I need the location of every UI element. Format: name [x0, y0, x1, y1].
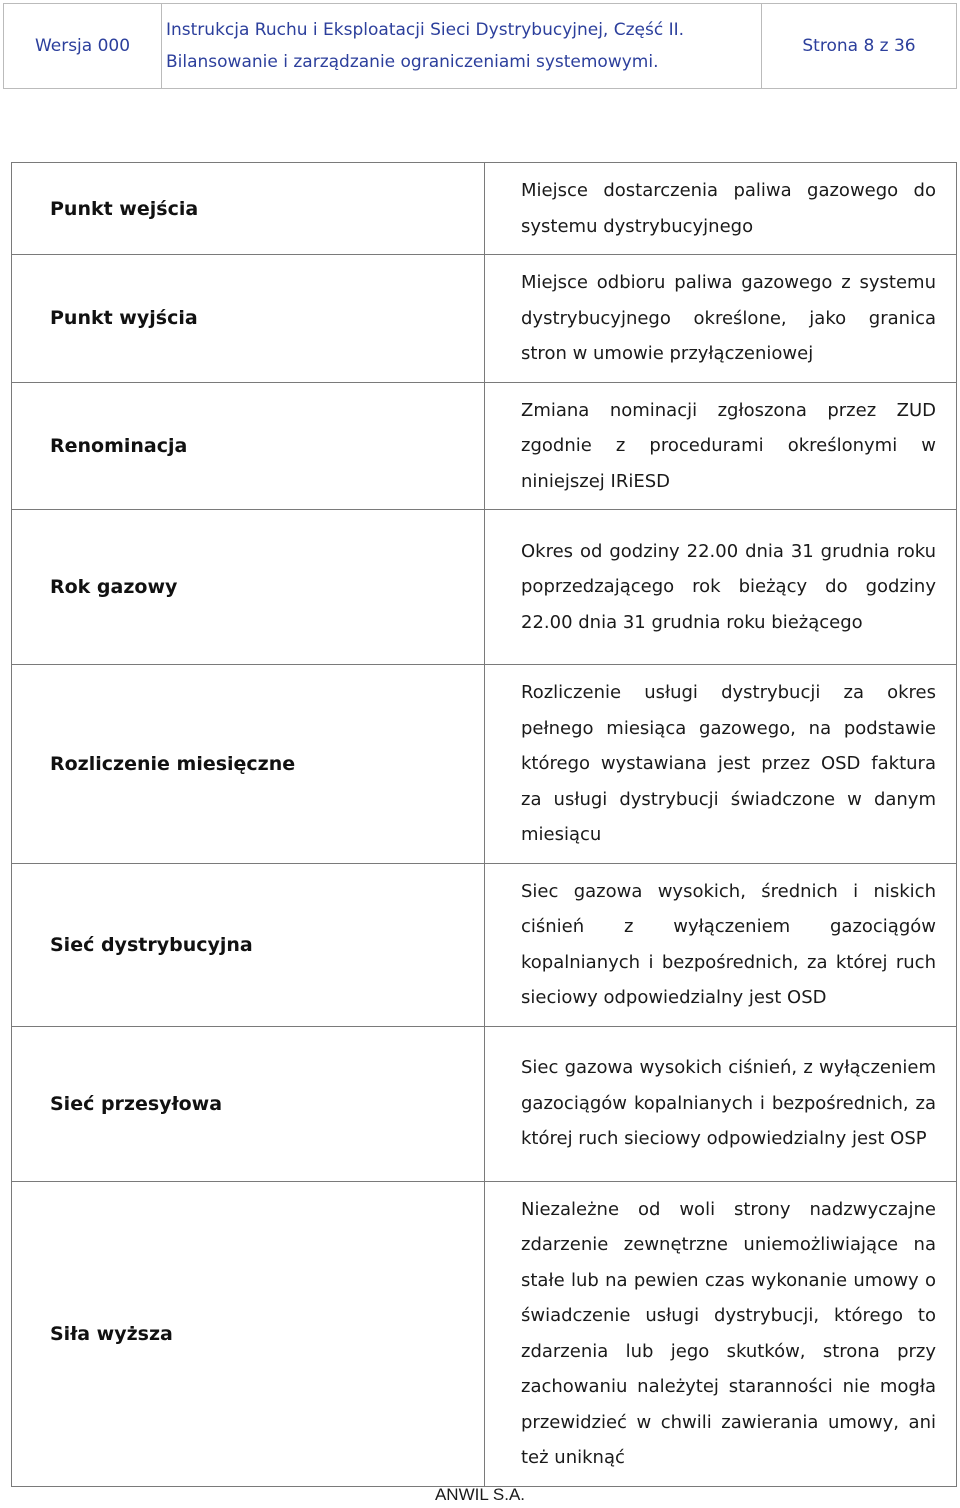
definition-term: Rozliczenie miesięczne [12, 665, 485, 864]
definition-text: Miejsce odbioru paliwa gazowego z systemu dystrybucyjnego określone, jako granica stron w umowie przyłączeniowej [485, 255, 957, 383]
definition-term: Sieć dystrybucyjna [12, 863, 485, 1026]
definition-text: Miejsce dostarczenia paliwa gazowego do systemu dystrybucyjnego [485, 163, 957, 255]
document-version: Wersja 000 [4, 4, 162, 89]
definition-text: Niezależne od woli strony nadzwyczajne zdarzenie zewnętrzne uniemożliwiające na stałe lub na pewien czas wykonanie umowy o świadczenie usługi dystrybucji, którego to zdarzenia lub jego skutków, strona przy zachowaniu należytej staranności nie mogła przewidzieć w chwili zawierania umowy, ani też uniknąć [485, 1181, 957, 1486]
definition-row [12, 255, 957, 383]
definition-row [12, 382, 957, 510]
definition-text: Siec gazowa wysokich, średnich i niskich ciśnień z wyłączeniem gazociągów kopalnianych i bezpośrednich, za której ruch sieciowy odpowiedzialny jest OSD [485, 863, 957, 1026]
page-footer: ANWIL S.A. [434, 1485, 526, 1504]
definition-text: Zmiana nominacji zgłoszona przez ZUD zgodnie z procedurami określonymi w niniejszej IRiESD [485, 382, 957, 510]
definition-text: Okres od godziny 22.00 dnia 31 grudnia roku poprzedzającego rok bieżący do godziny 22.00 dnia 31 grudnia roku bieżącego [485, 510, 957, 665]
page-header [3, 3, 957, 89]
definition-term: Siła wyższa [12, 1181, 485, 1486]
definition-term: Rok gazowy [12, 510, 485, 665]
definition-text: Rozliczenie usługi dystrybucji za okres pełnego miesiąca gazowego, na podstawie którego wystawiana jest przez OSD faktura za usługi dystrybucji świadczone w danym miesiącu [485, 665, 957, 864]
definition-row [12, 163, 957, 255]
page-number: Strona 8 z 36 [762, 4, 957, 89]
document-title [162, 4, 762, 89]
definition-row [12, 1026, 957, 1181]
definition-row [12, 1181, 957, 1486]
definition-row [12, 863, 957, 1026]
definitions-table [11, 162, 957, 1487]
document-title-line-1: Instrukcja Ruchu i Eksploatacji Sieci Dystrybucyjnej, Część II. [166, 20, 685, 40]
definition-term: Punkt wyjścia [12, 255, 485, 383]
definition-term: Sieć przesyłowa [12, 1026, 485, 1181]
definition-row [12, 665, 957, 864]
definition-term: Punkt wejścia [12, 163, 485, 255]
document-title-line-2: Bilansowanie i zarządzanie ograniczeniami systemowymi. [166, 52, 659, 72]
definition-term: Renominacja [12, 382, 485, 510]
definition-text: Siec gazowa wysokich ciśnień, z wyłączeniem gazociągów kopalnianych i bezpośrednich, za której ruch sieciowy odpowiedzialny jest OSP [485, 1026, 957, 1181]
definition-row [12, 510, 957, 665]
